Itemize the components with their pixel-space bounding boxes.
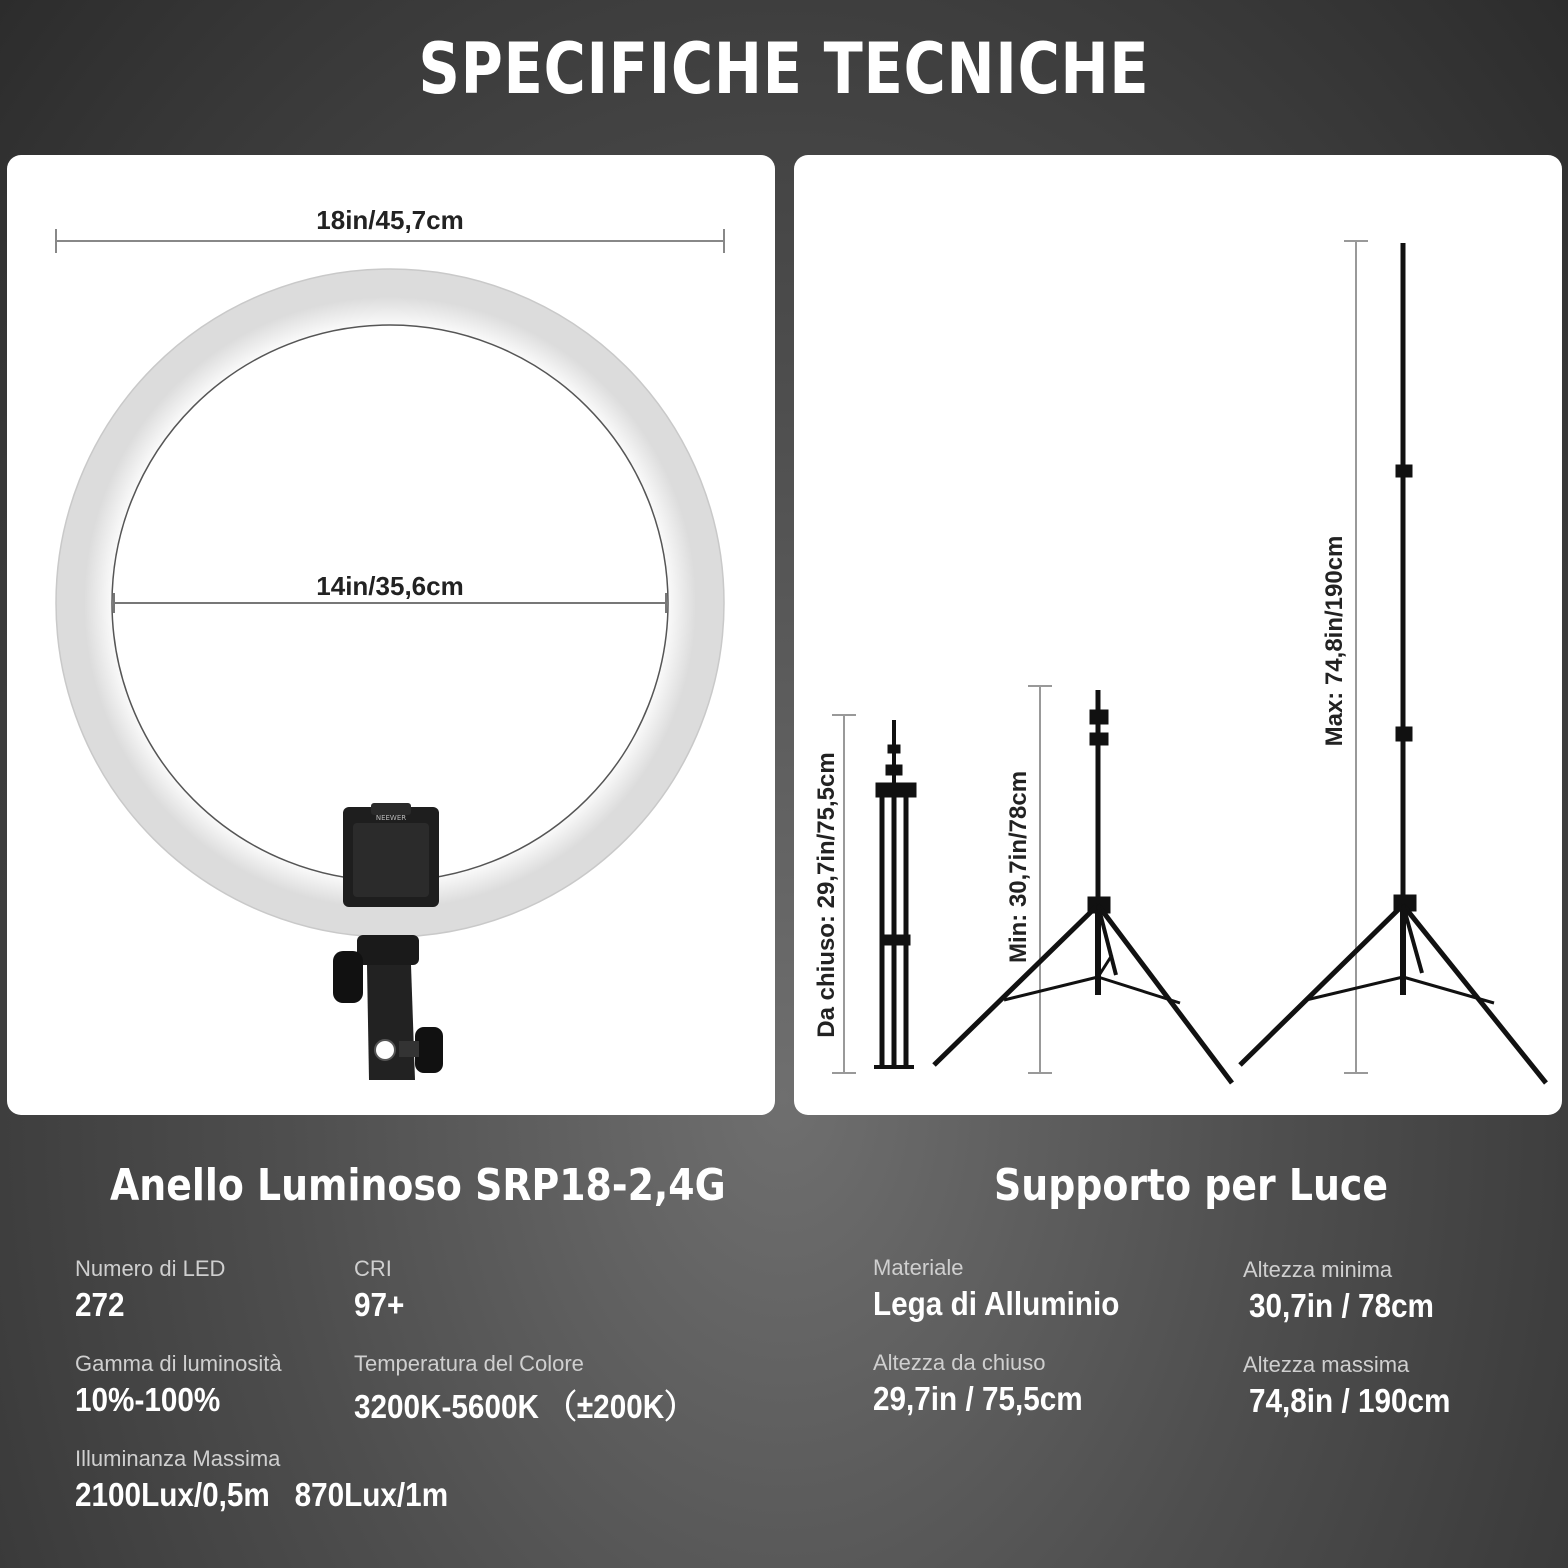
- spec-label: CRI: [354, 1256, 392, 1281]
- spec-brightness-range: [75, 1351, 282, 1419]
- spec-label: Gamma di luminosità: [75, 1351, 282, 1376]
- min-height-stand: [934, 690, 1232, 1083]
- inner-dimension-label: 14in/35,6cm: [316, 571, 464, 601]
- ring-light-section-title: Anello Luminoso SRP18-2,4G: [110, 1160, 726, 1211]
- spec-label: Illuminanza Massima: [75, 1446, 281, 1471]
- spec-value: 74,8in / 190cm: [1249, 1382, 1451, 1419]
- spec-cri: [354, 1256, 410, 1324]
- folded-dimension-label: Da chiuso: 29,7in/75,5cm: [813, 752, 840, 1038]
- spec-value: 2100Lux/0,5m 870Lux/1m: [75, 1476, 449, 1513]
- ring-light-panel: [7, 155, 775, 1115]
- control-box: [343, 803, 439, 907]
- spec-value: 10%-100%: [75, 1381, 221, 1418]
- ring-light-illustration: [7, 155, 775, 1115]
- ring-mount: [333, 935, 443, 1080]
- spec-min-height: [1243, 1257, 1454, 1325]
- spec-value: 30,7in / 78cm: [1249, 1287, 1434, 1324]
- outer-dimension-label: 18in/45,7cm: [316, 205, 464, 235]
- spec-label: Temperatura del Colore: [354, 1351, 584, 1376]
- light-stand-panel: [794, 155, 1562, 1115]
- spec-value: 29,7in / 75,5cm: [873, 1380, 1083, 1417]
- spec-value: 272: [75, 1286, 125, 1323]
- spec-max-height: [1243, 1352, 1473, 1420]
- spec-color-temperature: [354, 1351, 732, 1428]
- spec-label: Altezza da chiuso: [873, 1350, 1046, 1375]
- spec-value: 3200K-5600K （±200K）: [354, 1388, 694, 1425]
- spec-value: Lega di Alluminio: [873, 1285, 1120, 1322]
- spec-folded-height: [873, 1350, 1106, 1418]
- spec-label: Numero di LED: [75, 1256, 226, 1281]
- light-stand-illustration: [794, 155, 1562, 1115]
- brand-mark: NEEWER: [375, 814, 407, 822]
- folded-stand: [874, 720, 916, 1067]
- spec-material: [873, 1255, 1147, 1323]
- page-title: SPECIFICHE TECNICHE: [418, 28, 1150, 110]
- max-height-stand: [1240, 243, 1546, 1083]
- stand-section-title: Supporto per Luce: [994, 1160, 1389, 1211]
- min-dimension-label: Min: 30,7in/78cm: [1005, 770, 1032, 964]
- max-dimension-label: Max: 74,8in/190cm: [1321, 535, 1348, 747]
- spec-max-illuminance: [75, 1446, 490, 1514]
- spec-label: Altezza minima: [1243, 1257, 1393, 1282]
- spec-label: Materiale: [873, 1255, 964, 1280]
- spec-label: Altezza massima: [1243, 1352, 1410, 1377]
- spec-value: 97+: [354, 1286, 405, 1323]
- spec-led-count: [75, 1256, 225, 1324]
